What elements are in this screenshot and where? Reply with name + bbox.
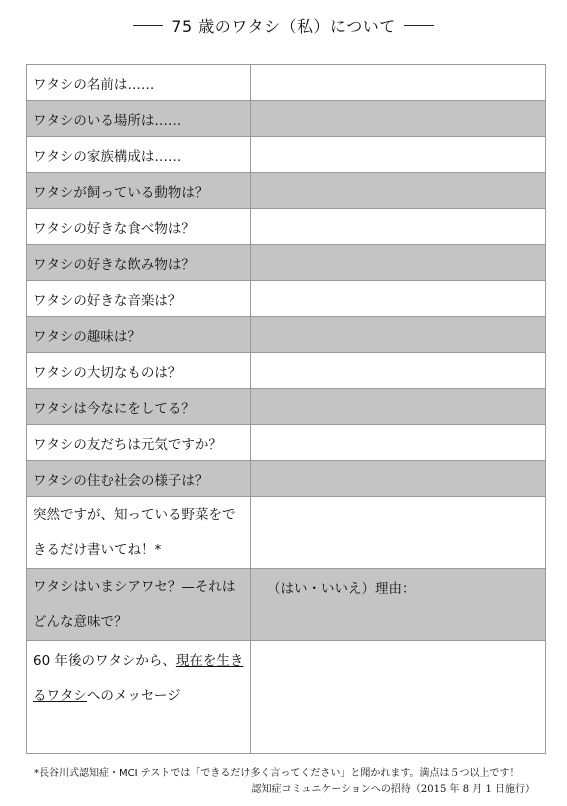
table-row [27,281,546,317]
question-cell: 突然ですが、知っている野菜をできるだけ書いてね！* [27,497,251,569]
answer-cell[interactable] [251,281,546,317]
answer-cell[interactable] [251,425,546,461]
title-dash-left [133,25,163,26]
table-row [27,389,546,425]
table-row [27,497,546,569]
title-text: 75 歳のワタシ（私）について [171,17,396,36]
answer-cell[interactable] [251,65,546,101]
question-cell: ワタシの名前は…… [27,65,251,101]
answer-cell[interactable] [251,209,546,245]
question-cell: ワタシの趣味は？ [27,317,251,353]
page-title [0,14,567,37]
answer-cell[interactable] [251,389,546,425]
citation: 認知症コミュニケーションへの招待（2015 年 8 月 1 日施行） [251,784,535,795]
answer-cell[interactable] [251,245,546,281]
table-row [27,353,546,389]
answer-cell[interactable] [251,353,546,389]
table-row [27,461,546,497]
question-cell: ワタシの大切なものは？ [27,353,251,389]
question-cell: ワタシの好きな音楽は？ [27,281,251,317]
table-row [27,425,546,461]
footnote: *長谷川式認知症・MCI テストでは「できるだけ多く言ってください」と聞かれます。満点は５つ以上です！ [34,768,520,779]
question-cell: ワタシの家族構成は…… [27,137,251,173]
answer-cell[interactable] [251,173,546,209]
table-row [27,65,546,101]
answer-cell[interactable] [251,101,546,137]
table-row [27,137,546,173]
question-cell: ワタシは今なにをしてる？ [27,389,251,425]
question-cell: ワタシの住む社会の様子は？ [27,461,251,497]
answer-cell[interactable] [251,137,546,173]
answer-cell[interactable] [251,641,546,754]
table-row [27,209,546,245]
questionnaire-table [26,64,546,754]
answer-cell[interactable] [251,497,546,569]
message-underlined: 現在を生きるワタシ [33,653,244,704]
table-row [27,245,546,281]
answer-cell[interactable] [251,461,546,497]
answer-cell[interactable] [251,317,546,353]
question-cell: ワタシのいる場所は…… [27,101,251,137]
question-cell: ワタシはいまシアワセ？—それはどんな意味で？ [27,569,251,641]
question-cell [27,641,251,754]
message-prefix: 60 年後のワタシから、 [33,653,176,669]
question-cell: ワタシの好きな飲み物は？ [27,245,251,281]
question-cell: ワタシが飼っている動物は？ [27,173,251,209]
table-row [27,173,546,209]
table-row [27,317,546,353]
table-row [27,569,546,641]
question-cell: ワタシの友だちは元気ですか？ [27,425,251,461]
table-row [27,101,546,137]
title-dash-right [404,25,434,26]
answer-cell[interactable]: （はい・いいえ）理由： [251,569,546,641]
question-cell: ワタシの好きな食べ物は？ [27,209,251,245]
table-row [27,641,546,754]
message-suffix: へのメッセージ [86,688,181,704]
